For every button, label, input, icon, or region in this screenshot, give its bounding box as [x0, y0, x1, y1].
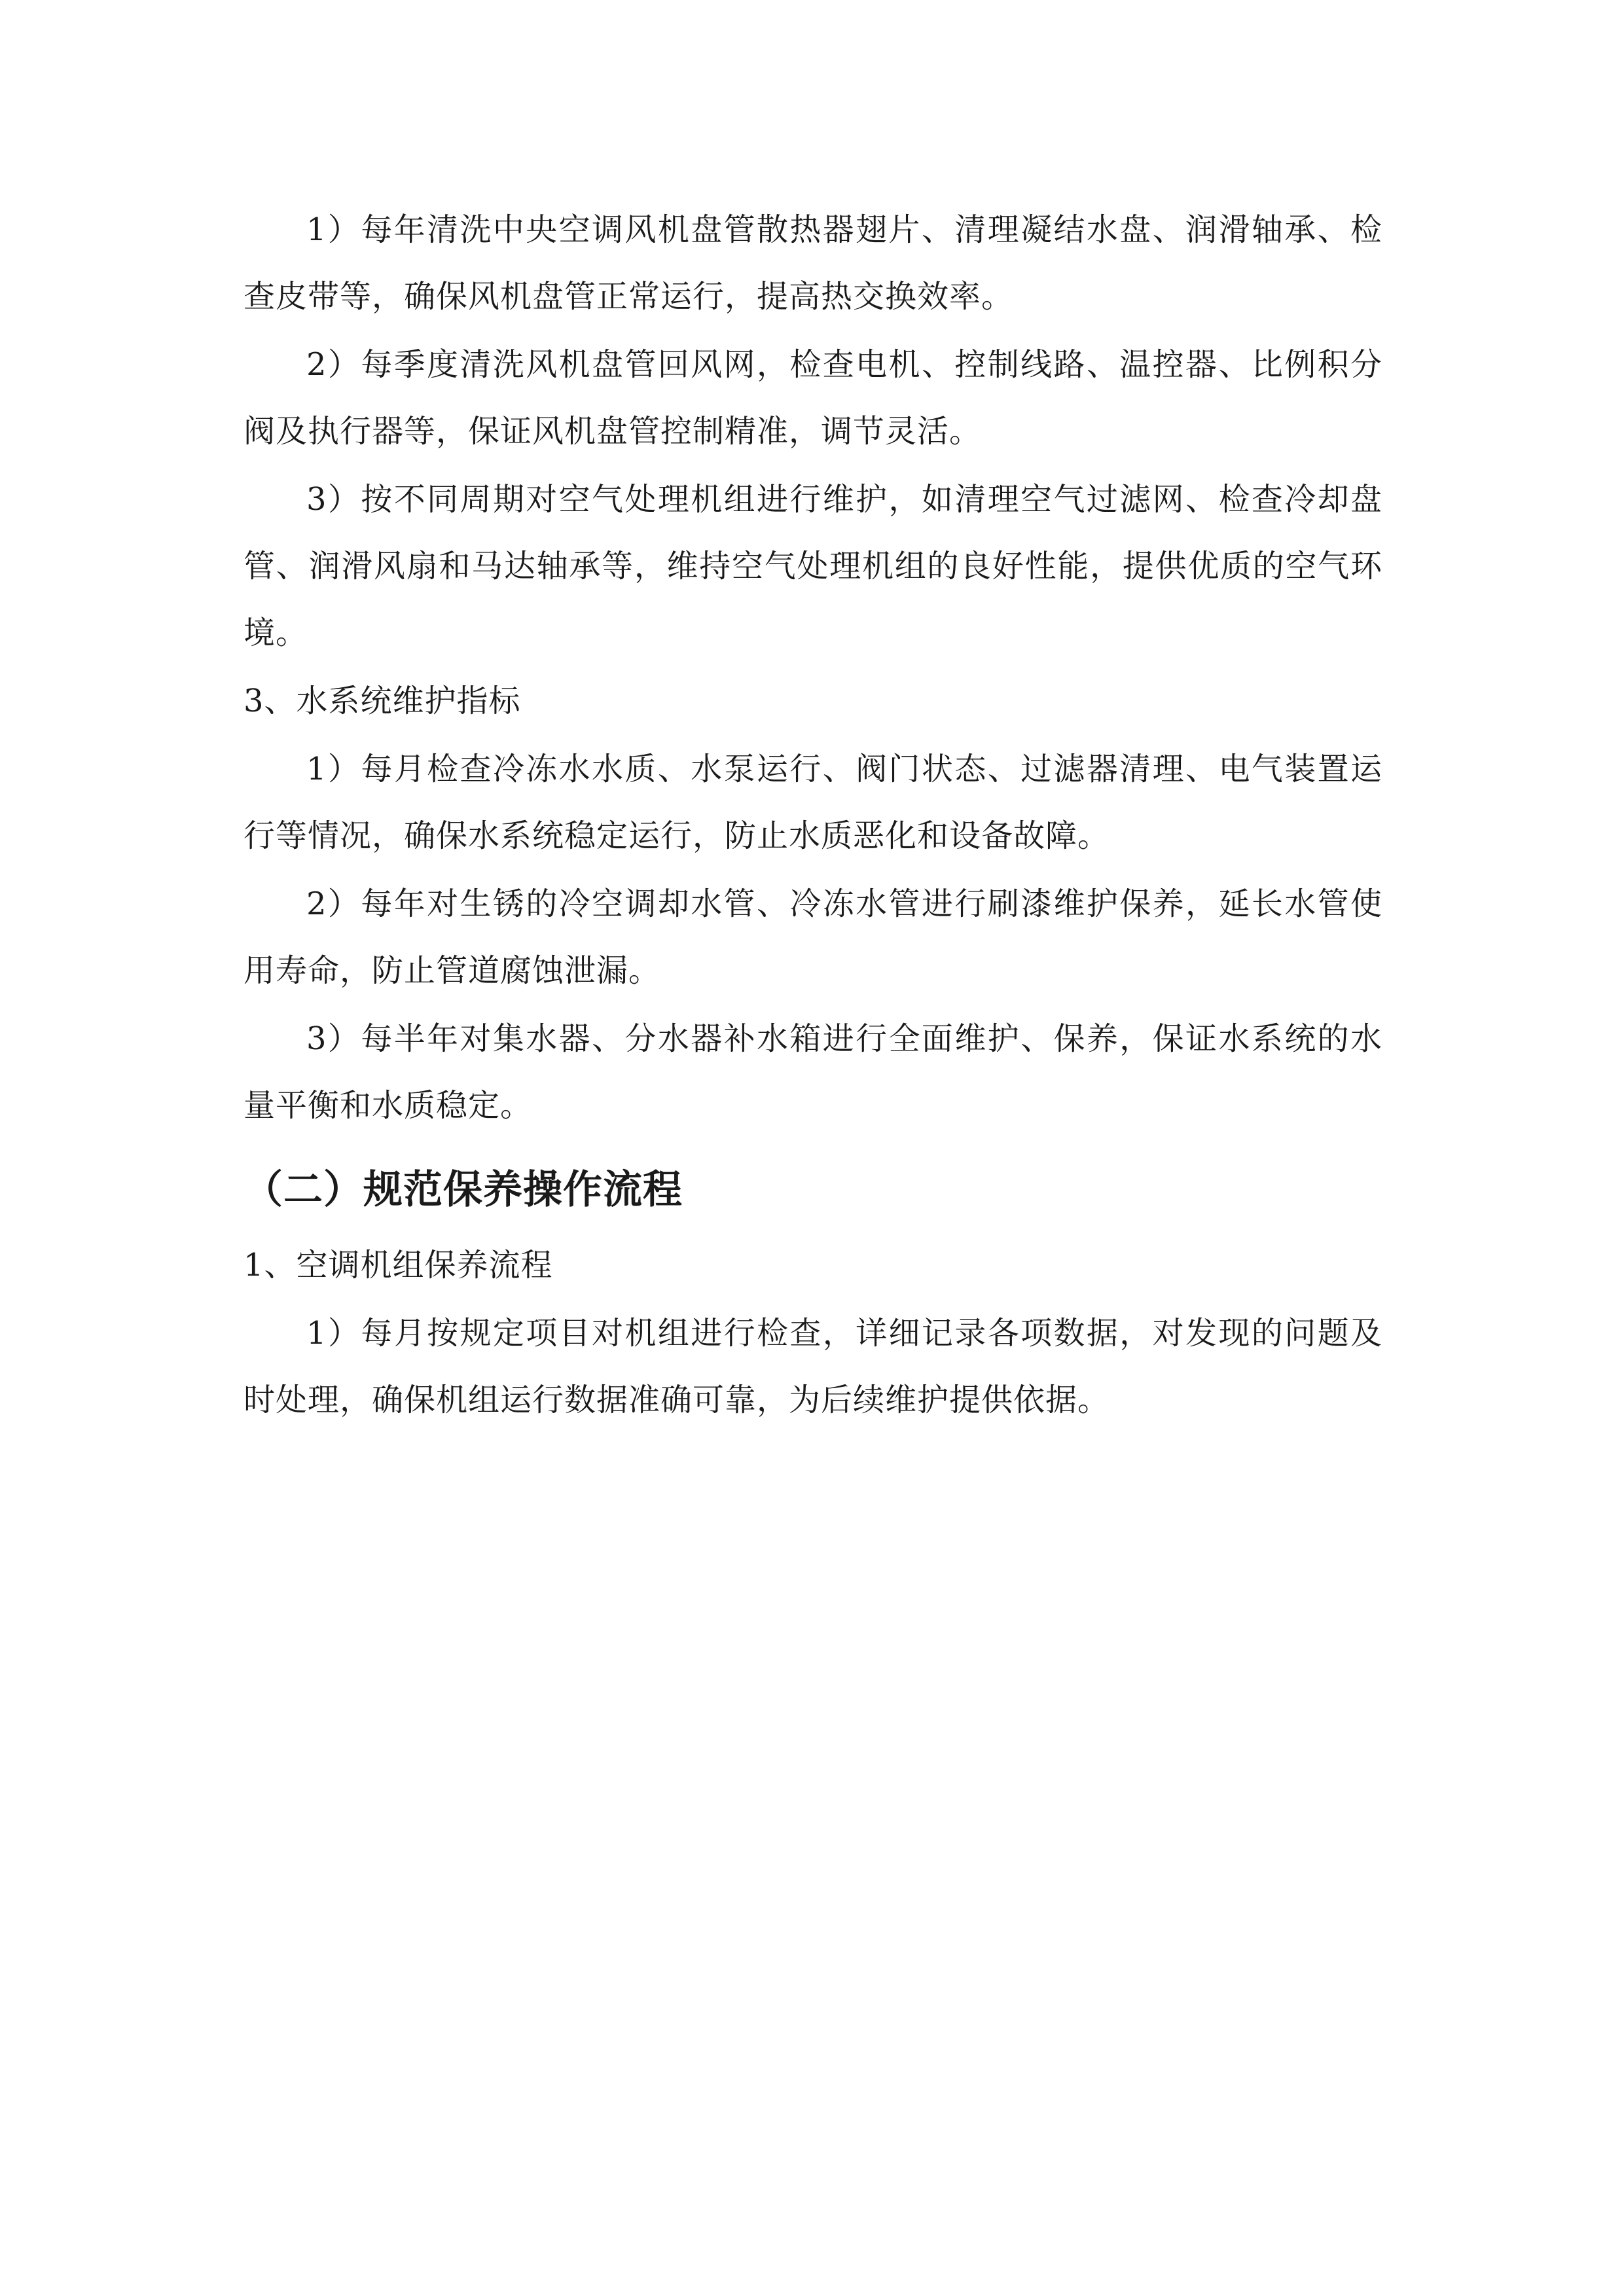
paragraph-water-semiannual: 3）每半年对集水器、分水器补水箱进行全面维护、保养，保证水系统的水量平衡和水质稳定。 — [244, 1020, 1382, 1124]
paragraph-fan-coil-quarterly: 2）每季度清洗风机盘管回风网，检查电机、控制线路、温控器、比例积分阀及执行器等，保证风机盘管控制精准，调节灵活。 — [244, 346, 1382, 450]
section-heading-ac-unit-procedure: 1、空调机组保养流程 — [244, 1247, 553, 1283]
paragraph-water-pipe-annual: 2）每年对生锈的冷空调却水管、冷冻水管进行刷漆维护保养，延长水管使用寿命，防止管道腐蚀泄漏。 — [244, 886, 1382, 989]
paragraph-water-monthly: 1）每月检查冷冻水水质、水泵运行、阀门状态、过滤器清理、电气装置运行等情况，确保水系统稳定运行，防止水质恶化和设备故障。 — [244, 751, 1382, 854]
document-body — [244, 196, 1382, 1435]
paragraph-ac-unit-monthly: 1）每月按规定项目对机组进行检查，详细记录各项数据，对发现的问题及时处理，确保机组运行数据准确可靠，为后续维护提供依据。 — [244, 1315, 1382, 1418]
paragraph-fan-coil-annual: 1）每年清洗中央空调风机盘管散热器翅片、清理凝结水盘、润滑轴承、检查皮带等，确保风机盘管正常运行，提高热交换效率。 — [244, 211, 1382, 315]
section-heading-water-system: 3、水系统维护指标 — [244, 683, 521, 719]
paragraph-air-handler-maintenance: 3）按不同周期对空气处理机组进行维护，如清理空气过滤网、检查冷却盘管、润滑风扇和马达轴承等，维持空气处理机组的良好性能，提供优质的空气环境。 — [244, 481, 1382, 651]
chapter-heading-maintenance-procedure: （二）规范保养操作流程 — [244, 1167, 683, 1213]
